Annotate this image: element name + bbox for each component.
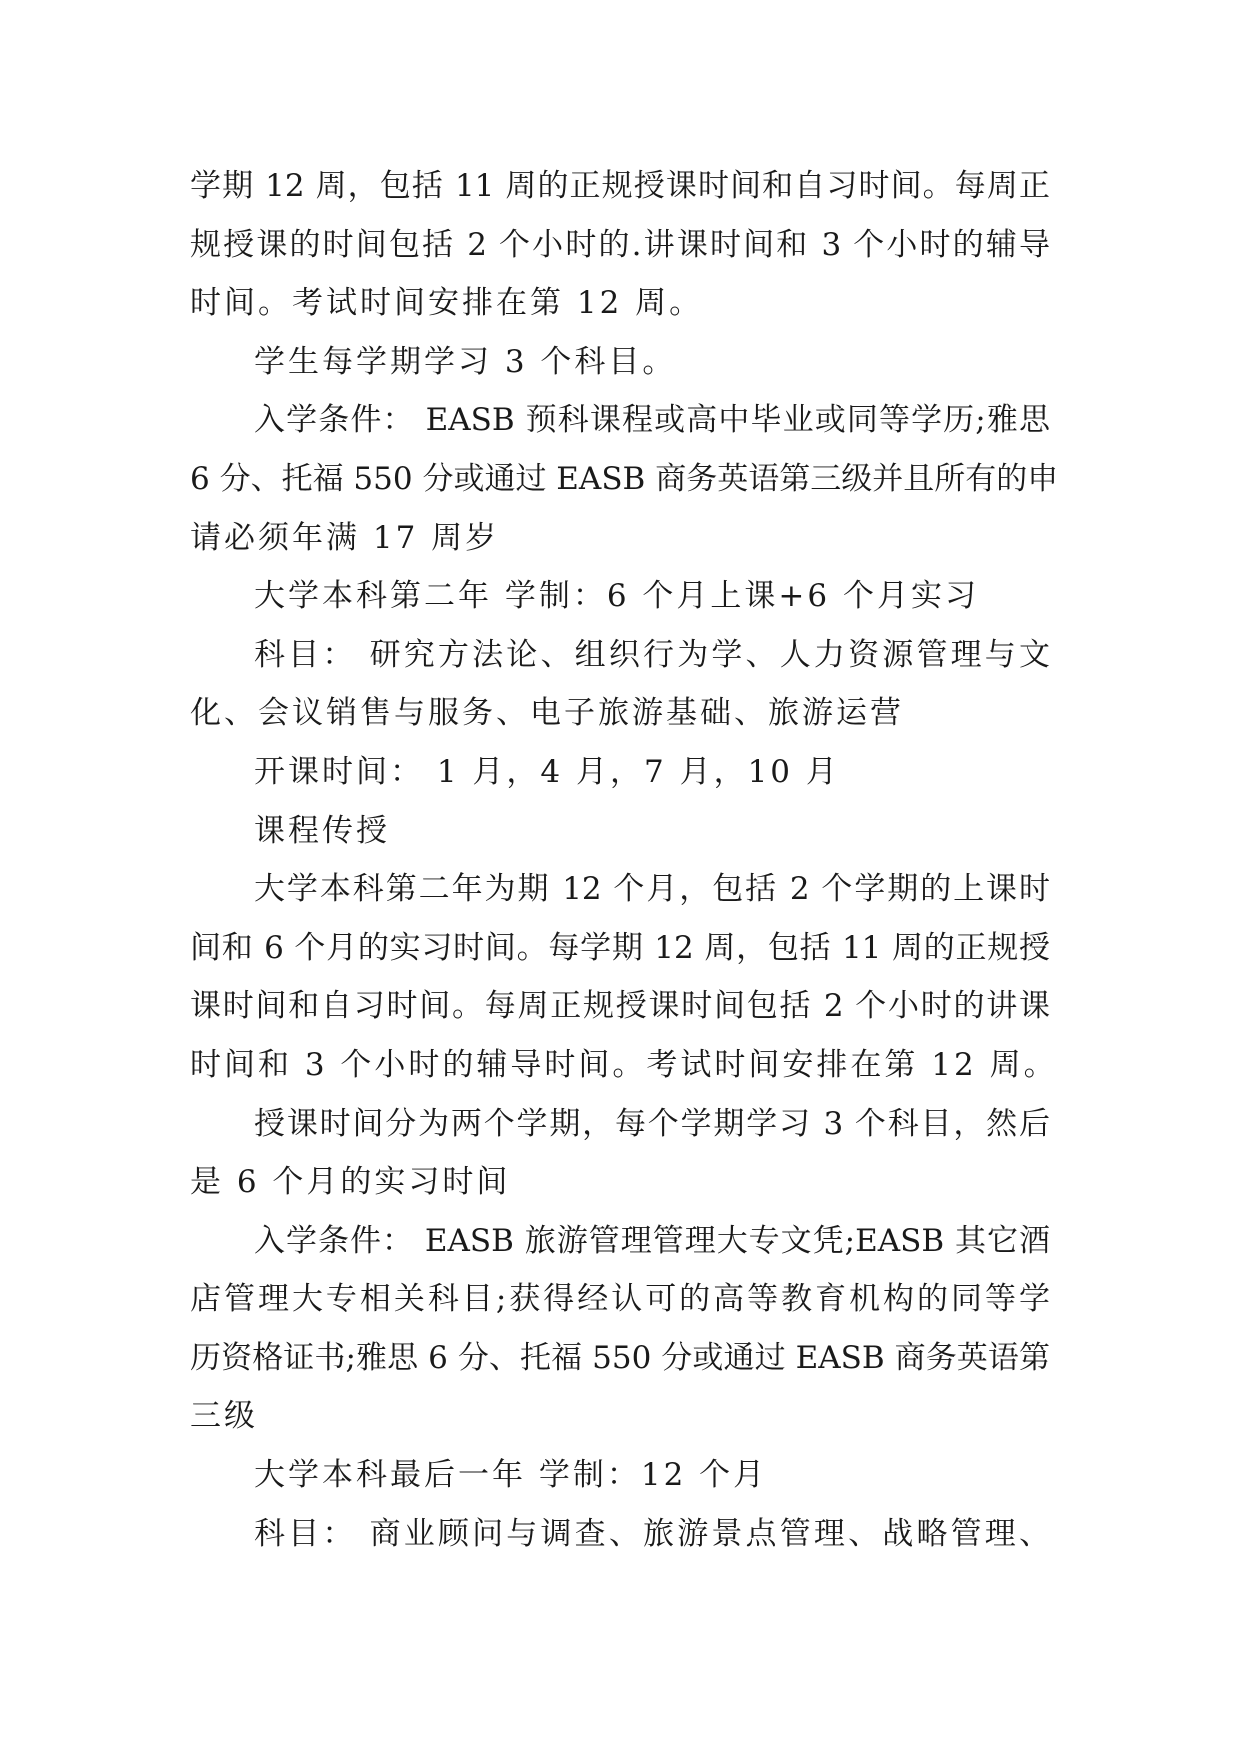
text-line: 店管理大专相关科目;获得经认可的高等教育机构的同等学 — [190, 1281, 1050, 1318]
section-heading: 课程传授 — [254, 812, 390, 849]
text-line: 学生每学期学习 3 个科目。 — [254, 343, 677, 380]
text-line: 科目： 研究方法论、组织行为学、人力资源管理与文 — [254, 636, 1050, 673]
document-body — [190, 157, 1059, 1563]
text-line: 大学本科第二年 学制：6 个月上课+6 个月实习 — [254, 578, 979, 615]
text-line: 6 分、托福 550 分或通过 EASB 商务英语第三级并且所有的申 — [190, 460, 1059, 497]
text-line: 是 6 个月的实习时间 — [190, 1164, 511, 1201]
text-line: 规授课的时间包括 2 个小时的.讲课时间和 3 个小时的辅导 — [190, 226, 1050, 263]
text-line: 授课时间分为两个学期，每个学期学习 3 个科目，然后 — [254, 1105, 1050, 1142]
text-line: 大学本科第二年为期 12 个月，包括 2 个学期的上课时 — [254, 871, 1050, 908]
text-line: 科目： 商业顾问与调查、旅游景点管理、战略管理、 — [254, 1515, 1050, 1552]
text-line: 请必须年满 17 周岁 — [190, 519, 500, 556]
text-line: 时间和 3 个小时的辅导时间。考试时间安排在第 12 周。 — [190, 1046, 1058, 1083]
text-line: 历资格证书;雅思 6 分、托福 550 分或通过 EASB 商务英语第 — [190, 1339, 1050, 1376]
text-line: 入学条件： EASB 旅游管理管理大专文凭;EASB 其它酒 — [254, 1222, 1050, 1259]
text-line: 时间。考试时间安排在第 12 周。 — [190, 285, 704, 322]
text-line: 大学本科最后一年 学制：12 个月 — [254, 1457, 768, 1494]
text-line: 三级 — [190, 1398, 258, 1435]
text-line: 开课时间： 1 月，4 月，7 月，10 月 — [254, 753, 840, 790]
text-line: 化、会议销售与服务、电子旅游基础、旅游运营 — [190, 695, 904, 732]
text-line: 学期 12 周，包括 11 周的正规授课时间和自习时间。每周正 — [190, 168, 1050, 204]
text-line: 课时间和自习时间。每周正规授课时间包括 2 个小时的讲课 — [190, 988, 1050, 1025]
text-line: 入学条件： EASB 预科课程或高中毕业或同等学历;雅思 — [254, 402, 1050, 439]
text-line: 间和 6 个月的实习时间。每学期 12 周，包括 11 周的正规授 — [190, 929, 1050, 966]
